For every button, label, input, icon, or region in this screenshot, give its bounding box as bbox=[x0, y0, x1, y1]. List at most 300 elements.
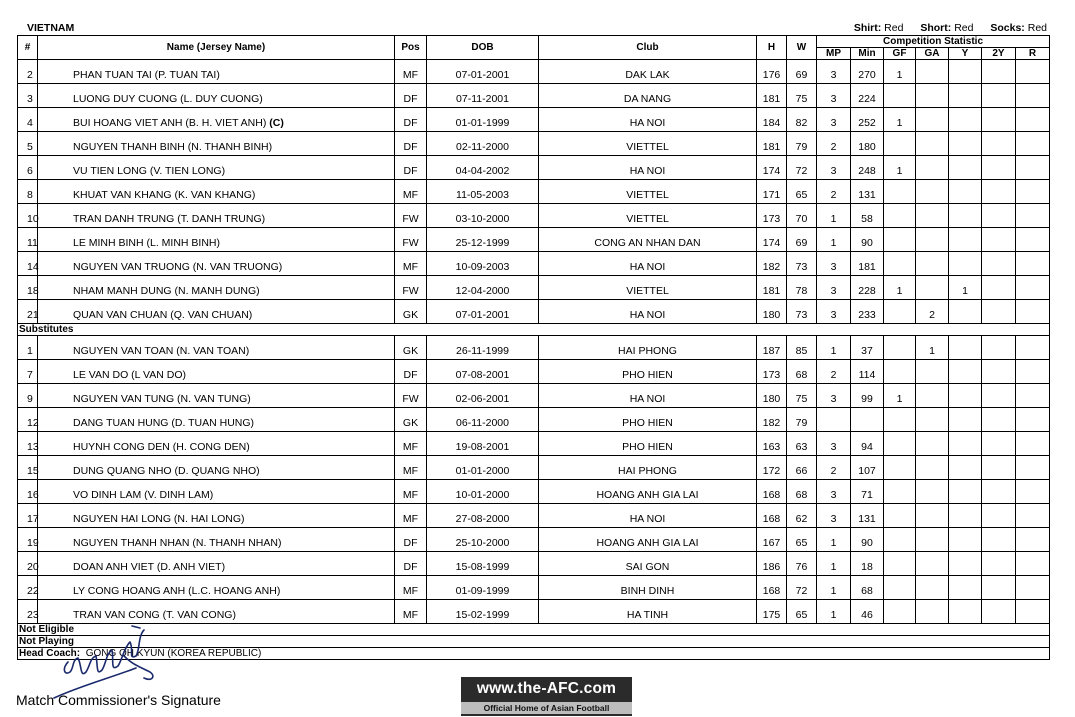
short-colour: Red bbox=[954, 22, 974, 34]
head-coach-label: Head Coach: bbox=[19, 648, 81, 659]
player-row bbox=[18, 408, 1050, 432]
starters-body bbox=[18, 60, 1050, 324]
stat-y bbox=[949, 528, 982, 552]
stat-gf bbox=[884, 360, 916, 384]
stat-y bbox=[949, 456, 982, 480]
player-row bbox=[18, 228, 1050, 252]
player-name-text: DANG TUAN HUNG (D. TUAN HUNG) bbox=[73, 417, 255, 429]
team-name: VIETNAM bbox=[27, 22, 75, 34]
player-position: MF bbox=[395, 180, 427, 204]
stat-mp: 3 bbox=[817, 84, 851, 108]
player-number: 13 bbox=[18, 432, 38, 456]
stat-gf bbox=[884, 600, 916, 624]
afc-logo bbox=[461, 677, 632, 716]
stat-min: 270 bbox=[851, 60, 884, 84]
player-name bbox=[38, 180, 395, 204]
player-weight: 79 bbox=[787, 132, 817, 156]
stat-gf: 1 bbox=[884, 384, 916, 408]
player-weight: 72 bbox=[787, 576, 817, 600]
player-row bbox=[18, 576, 1050, 600]
stat-y bbox=[949, 108, 982, 132]
player-position: MF bbox=[395, 60, 427, 84]
stat-mp: 3 bbox=[817, 480, 851, 504]
col-header-mp: MP bbox=[817, 48, 851, 60]
stat-r bbox=[1016, 132, 1050, 156]
player-club: HA NOI bbox=[539, 384, 757, 408]
player-row bbox=[18, 204, 1050, 228]
player-position: MF bbox=[395, 456, 427, 480]
player-position: DF bbox=[395, 156, 427, 180]
player-height: 182 bbox=[757, 408, 787, 432]
stat-r bbox=[1016, 156, 1050, 180]
player-weight: 69 bbox=[787, 60, 817, 84]
player-height: 167 bbox=[757, 528, 787, 552]
player-position: GK bbox=[395, 408, 427, 432]
player-club: HA NOI bbox=[539, 300, 757, 324]
player-name bbox=[38, 108, 395, 132]
player-club: CONG AN NHAN DAN bbox=[539, 228, 757, 252]
col-header-y: Y bbox=[949, 48, 982, 60]
stat-min: 131 bbox=[851, 180, 884, 204]
stat-ga bbox=[916, 132, 949, 156]
stat-gf bbox=[884, 180, 916, 204]
stat-mp: 1 bbox=[817, 228, 851, 252]
stat-2y bbox=[982, 156, 1016, 180]
stat-2y bbox=[982, 108, 1016, 132]
player-row bbox=[18, 384, 1050, 408]
stat-y bbox=[949, 336, 982, 360]
player-row bbox=[18, 432, 1050, 456]
player-height: 187 bbox=[757, 336, 787, 360]
stat-gf bbox=[884, 576, 916, 600]
stat-gf: 1 bbox=[884, 108, 916, 132]
stat-gf bbox=[884, 300, 916, 324]
stat-ga bbox=[916, 252, 949, 276]
player-club: PHO HIEN bbox=[539, 432, 757, 456]
player-name-text: TRAN DANH TRUNG (T. DANH TRUNG) bbox=[73, 213, 266, 225]
player-number: 18 bbox=[18, 276, 38, 300]
player-name-text: NGUYEN THANH BINH (N. THANH BINH) bbox=[73, 141, 273, 153]
stat-r bbox=[1016, 600, 1050, 624]
player-height: 186 bbox=[757, 552, 787, 576]
stat-2y bbox=[982, 252, 1016, 276]
player-number: 5 bbox=[18, 132, 38, 156]
col-header-weight: W bbox=[787, 36, 817, 60]
stat-ga bbox=[916, 480, 949, 504]
player-height: 173 bbox=[757, 360, 787, 384]
player-name-text: LUONG DUY CUONG (L. DUY CUONG) bbox=[73, 93, 263, 105]
player-weight: 76 bbox=[787, 552, 817, 576]
col-header-min: Min bbox=[851, 48, 884, 60]
stat-gf bbox=[884, 432, 916, 456]
stat-ga: 1 bbox=[916, 336, 949, 360]
player-name-text: KHUAT VAN KHANG (K. VAN KHANG) bbox=[73, 189, 256, 201]
player-name bbox=[38, 504, 395, 528]
player-name-text: VO DINH LAM (V. DINH LAM) bbox=[73, 489, 214, 501]
player-name bbox=[38, 576, 395, 600]
stat-ga bbox=[916, 180, 949, 204]
col-header-club: Club bbox=[539, 36, 757, 60]
stat-gf: 1 bbox=[884, 60, 916, 84]
stat-y bbox=[949, 600, 982, 624]
player-dob: 19-08-2001 bbox=[427, 432, 539, 456]
stat-ga bbox=[916, 360, 949, 384]
stat-min: 71 bbox=[851, 480, 884, 504]
player-dob: 27-08-2000 bbox=[427, 504, 539, 528]
player-club: HA NOI bbox=[539, 252, 757, 276]
stat-mp: 3 bbox=[817, 384, 851, 408]
player-row bbox=[18, 132, 1050, 156]
stat-min bbox=[851, 408, 884, 432]
stat-2y bbox=[982, 432, 1016, 456]
player-height: 182 bbox=[757, 252, 787, 276]
player-height: 168 bbox=[757, 480, 787, 504]
player-weight: 65 bbox=[787, 180, 817, 204]
stat-2y bbox=[982, 60, 1016, 84]
stat-2y bbox=[982, 504, 1016, 528]
stat-y bbox=[949, 204, 982, 228]
stat-min: 37 bbox=[851, 336, 884, 360]
player-name-text: NGUYEN HAI LONG (N. HAI LONG) bbox=[73, 513, 245, 525]
socks-label: Socks: bbox=[990, 22, 1025, 34]
col-header-height: H bbox=[757, 36, 787, 60]
player-club: HA TINH bbox=[539, 600, 757, 624]
stat-y bbox=[949, 384, 982, 408]
player-number: 21 bbox=[18, 300, 38, 324]
stat-y bbox=[949, 180, 982, 204]
player-dob: 01-01-2000 bbox=[427, 456, 539, 480]
player-club: HAI PHONG bbox=[539, 336, 757, 360]
player-club: DA NANG bbox=[539, 84, 757, 108]
stat-min: 114 bbox=[851, 360, 884, 384]
stat-2y bbox=[982, 84, 1016, 108]
player-dob: 10-09-2003 bbox=[427, 252, 539, 276]
player-club: HOANG ANH GIA LAI bbox=[539, 528, 757, 552]
stat-r bbox=[1016, 456, 1050, 480]
stat-mp: 3 bbox=[817, 276, 851, 300]
stat-2y bbox=[982, 228, 1016, 252]
stat-gf bbox=[884, 228, 916, 252]
captain-mark: (C) bbox=[269, 117, 284, 129]
stat-2y bbox=[982, 576, 1016, 600]
player-club: DAK LAK bbox=[539, 60, 757, 84]
title-bar bbox=[17, 20, 1049, 35]
stat-mp: 3 bbox=[817, 108, 851, 132]
player-weight: 68 bbox=[787, 480, 817, 504]
player-position: MF bbox=[395, 480, 427, 504]
stat-r bbox=[1016, 180, 1050, 204]
stat-r bbox=[1016, 528, 1050, 552]
team-sheet bbox=[17, 20, 1049, 660]
player-name bbox=[38, 84, 395, 108]
head-coach-name: GONG OH KYUN (KOREA REPUBLIC) bbox=[85, 648, 262, 659]
player-height: 168 bbox=[757, 576, 787, 600]
afc-url: www.the-AFC.com bbox=[476, 680, 617, 697]
player-dob: 06-11-2000 bbox=[427, 408, 539, 432]
player-position: FW bbox=[395, 384, 427, 408]
stat-mp: 1 bbox=[817, 576, 851, 600]
player-position: DF bbox=[395, 132, 427, 156]
player-dob: 01-01-1999 bbox=[427, 108, 539, 132]
player-club: VIETTEL bbox=[539, 204, 757, 228]
player-position: FW bbox=[395, 276, 427, 300]
stat-r bbox=[1016, 84, 1050, 108]
stat-ga: 2 bbox=[916, 300, 949, 324]
stat-ga bbox=[916, 528, 949, 552]
player-position: MF bbox=[395, 432, 427, 456]
stat-r bbox=[1016, 252, 1050, 276]
stat-mp: 2 bbox=[817, 360, 851, 384]
afc-tagline: Official Home of Asian Football bbox=[461, 702, 632, 714]
player-name bbox=[38, 552, 395, 576]
stat-2y bbox=[982, 276, 1016, 300]
player-dob: 07-01-2001 bbox=[427, 60, 539, 84]
player-club: HOANG ANH GIA LAI bbox=[539, 480, 757, 504]
stat-gf bbox=[884, 456, 916, 480]
player-name bbox=[38, 252, 395, 276]
stat-2y bbox=[982, 204, 1016, 228]
player-club: VIETTEL bbox=[539, 132, 757, 156]
col-header-gf: GF bbox=[884, 48, 916, 60]
player-height: 176 bbox=[757, 60, 787, 84]
stat-gf bbox=[884, 132, 916, 156]
player-height: 174 bbox=[757, 156, 787, 180]
player-weight: 79 bbox=[787, 408, 817, 432]
player-row bbox=[18, 336, 1050, 360]
player-weight: 78 bbox=[787, 276, 817, 300]
kit-colours bbox=[854, 22, 1047, 34]
player-number: 12 bbox=[18, 408, 38, 432]
player-name-text: VU TIEN LONG (V. TIEN LONG) bbox=[73, 165, 226, 177]
player-club: PHO HIEN bbox=[539, 408, 757, 432]
player-weight: 73 bbox=[787, 300, 817, 324]
player-weight: 85 bbox=[787, 336, 817, 360]
stat-y bbox=[949, 480, 982, 504]
stat-2y bbox=[982, 360, 1016, 384]
stat-r bbox=[1016, 276, 1050, 300]
stat-y bbox=[949, 552, 982, 576]
player-club: SAI GON bbox=[539, 552, 757, 576]
stat-min: 180 bbox=[851, 132, 884, 156]
stat-y bbox=[949, 300, 982, 324]
stat-mp: 3 bbox=[817, 300, 851, 324]
player-number: 9 bbox=[18, 384, 38, 408]
stat-gf bbox=[884, 528, 916, 552]
stat-2y bbox=[982, 408, 1016, 432]
player-number: 22 bbox=[18, 576, 38, 600]
player-weight: 62 bbox=[787, 504, 817, 528]
player-height: 180 bbox=[757, 300, 787, 324]
stat-min: 228 bbox=[851, 276, 884, 300]
player-height: 168 bbox=[757, 504, 787, 528]
stat-ga bbox=[916, 84, 949, 108]
player-dob: 03-10-2000 bbox=[427, 204, 539, 228]
stat-ga bbox=[916, 60, 949, 84]
stat-min: 90 bbox=[851, 228, 884, 252]
player-name bbox=[38, 204, 395, 228]
stat-y bbox=[949, 84, 982, 108]
player-name-text: NGUYEN VAN TUNG (N. VAN TUNG) bbox=[73, 393, 251, 405]
stat-2y bbox=[982, 480, 1016, 504]
player-name bbox=[38, 156, 395, 180]
player-name bbox=[38, 456, 395, 480]
stat-min: 58 bbox=[851, 204, 884, 228]
player-position: MF bbox=[395, 252, 427, 276]
stat-r bbox=[1016, 504, 1050, 528]
squad-table bbox=[17, 35, 1050, 660]
stat-gf bbox=[884, 480, 916, 504]
col-header-dob: DOB bbox=[427, 36, 539, 60]
player-row bbox=[18, 456, 1050, 480]
player-row bbox=[18, 504, 1050, 528]
player-position: DF bbox=[395, 528, 427, 552]
player-height: 163 bbox=[757, 432, 787, 456]
stat-r bbox=[1016, 108, 1050, 132]
player-height: 180 bbox=[757, 384, 787, 408]
stat-min: 181 bbox=[851, 252, 884, 276]
player-dob: 01-09-1999 bbox=[427, 576, 539, 600]
stat-ga bbox=[916, 384, 949, 408]
stat-2y bbox=[982, 384, 1016, 408]
stat-r bbox=[1016, 300, 1050, 324]
player-dob: 26-11-1999 bbox=[427, 336, 539, 360]
player-height: 181 bbox=[757, 132, 787, 156]
col-header-competition-statistic: Competition Statistic bbox=[817, 36, 1050, 48]
col-header-pos: Pos bbox=[395, 36, 427, 60]
player-dob: 11-05-2003 bbox=[427, 180, 539, 204]
stat-y: 1 bbox=[949, 276, 982, 300]
stat-y bbox=[949, 408, 982, 432]
stat-mp: 3 bbox=[817, 60, 851, 84]
stat-r bbox=[1016, 408, 1050, 432]
player-weight: 75 bbox=[787, 84, 817, 108]
shirt-colour: Red bbox=[884, 22, 904, 34]
head-coach-row bbox=[18, 648, 1050, 660]
stat-mp: 3 bbox=[817, 252, 851, 276]
player-dob: 25-10-2000 bbox=[427, 528, 539, 552]
player-row bbox=[18, 600, 1050, 624]
player-weight: 73 bbox=[787, 252, 817, 276]
player-number: 17 bbox=[18, 504, 38, 528]
stat-mp: 2 bbox=[817, 132, 851, 156]
col-header-ga: GA bbox=[916, 48, 949, 60]
stat-min: 18 bbox=[851, 552, 884, 576]
player-name bbox=[38, 300, 395, 324]
player-height: 171 bbox=[757, 180, 787, 204]
player-name-text: DOAN ANH VIET (D. ANH VIET) bbox=[73, 561, 226, 573]
stat-mp: 1 bbox=[817, 528, 851, 552]
player-club: VIETTEL bbox=[539, 276, 757, 300]
stat-r bbox=[1016, 228, 1050, 252]
player-weight: 63 bbox=[787, 432, 817, 456]
player-number: 19 bbox=[18, 528, 38, 552]
player-name-text: TRAN VAN CONG (T. VAN CONG) bbox=[73, 609, 236, 621]
stat-2y bbox=[982, 552, 1016, 576]
player-dob: 07-01-2001 bbox=[427, 300, 539, 324]
player-row bbox=[18, 360, 1050, 384]
player-name bbox=[38, 408, 395, 432]
player-dob: 15-02-1999 bbox=[427, 600, 539, 624]
player-number: 8 bbox=[18, 180, 38, 204]
player-height: 181 bbox=[757, 276, 787, 300]
player-dob: 25-12-1999 bbox=[427, 228, 539, 252]
player-name-text: LE MINH BINH (L. MINH BINH) bbox=[73, 237, 221, 249]
stat-y bbox=[949, 132, 982, 156]
player-dob: 02-11-2000 bbox=[427, 132, 539, 156]
stat-gf bbox=[884, 504, 916, 528]
stat-y bbox=[949, 252, 982, 276]
stat-r bbox=[1016, 360, 1050, 384]
player-position: MF bbox=[395, 576, 427, 600]
stat-ga bbox=[916, 552, 949, 576]
player-height: 172 bbox=[757, 456, 787, 480]
stat-r bbox=[1016, 60, 1050, 84]
player-club: HA NOI bbox=[539, 504, 757, 528]
short-label: Short: bbox=[920, 22, 952, 34]
commissioner-signature bbox=[40, 620, 170, 700]
stat-gf bbox=[884, 408, 916, 432]
player-name-text: BUI HOANG VIET ANH (B. H. VIET ANH) bbox=[73, 117, 267, 129]
player-dob: 02-06-2001 bbox=[427, 384, 539, 408]
player-weight: 66 bbox=[787, 456, 817, 480]
stat-mp: 3 bbox=[817, 432, 851, 456]
player-row bbox=[18, 108, 1050, 132]
player-number: 7 bbox=[18, 360, 38, 384]
stat-2y bbox=[982, 456, 1016, 480]
player-dob: 04-04-2002 bbox=[427, 156, 539, 180]
stat-ga bbox=[916, 108, 949, 132]
player-club: VIETTEL bbox=[539, 180, 757, 204]
player-name-text: QUAN VAN CHUAN (Q. VAN CHUAN) bbox=[73, 309, 253, 321]
stat-mp: 2 bbox=[817, 180, 851, 204]
col-header-2y: 2Y bbox=[982, 48, 1016, 60]
player-name bbox=[38, 384, 395, 408]
substitutes-body bbox=[18, 336, 1050, 624]
stat-2y bbox=[982, 528, 1016, 552]
stat-ga bbox=[916, 408, 949, 432]
player-name-text: NGUYEN VAN TRUONG (N. VAN TRUONG) bbox=[73, 261, 283, 273]
player-row bbox=[18, 60, 1050, 84]
stat-min: 99 bbox=[851, 384, 884, 408]
player-dob: 07-08-2001 bbox=[427, 360, 539, 384]
player-row bbox=[18, 300, 1050, 324]
player-row bbox=[18, 528, 1050, 552]
player-weight: 82 bbox=[787, 108, 817, 132]
stat-mp bbox=[817, 408, 851, 432]
stat-min: 248 bbox=[851, 156, 884, 180]
player-number: 10 bbox=[18, 204, 38, 228]
player-row bbox=[18, 276, 1050, 300]
stat-mp: 3 bbox=[817, 156, 851, 180]
player-number: 3 bbox=[18, 84, 38, 108]
player-club: HA NOI bbox=[539, 108, 757, 132]
player-number: 11 bbox=[18, 228, 38, 252]
stat-r bbox=[1016, 576, 1050, 600]
stat-ga bbox=[916, 156, 949, 180]
player-name-text: NHAM MANH DUNG (N. MANH DUNG) bbox=[73, 285, 260, 297]
player-height: 175 bbox=[757, 600, 787, 624]
player-name-text: PHAN TUAN TAI (P. TUAN TAI) bbox=[73, 69, 220, 81]
player-club: BINH DINH bbox=[539, 576, 757, 600]
not-playing-heading: Not Playing bbox=[18, 636, 1050, 648]
stat-r bbox=[1016, 204, 1050, 228]
player-name bbox=[38, 132, 395, 156]
stat-2y bbox=[982, 300, 1016, 324]
stat-ga bbox=[916, 228, 949, 252]
stat-mp: 1 bbox=[817, 204, 851, 228]
player-position: FW bbox=[395, 228, 427, 252]
player-number: 4 bbox=[18, 108, 38, 132]
